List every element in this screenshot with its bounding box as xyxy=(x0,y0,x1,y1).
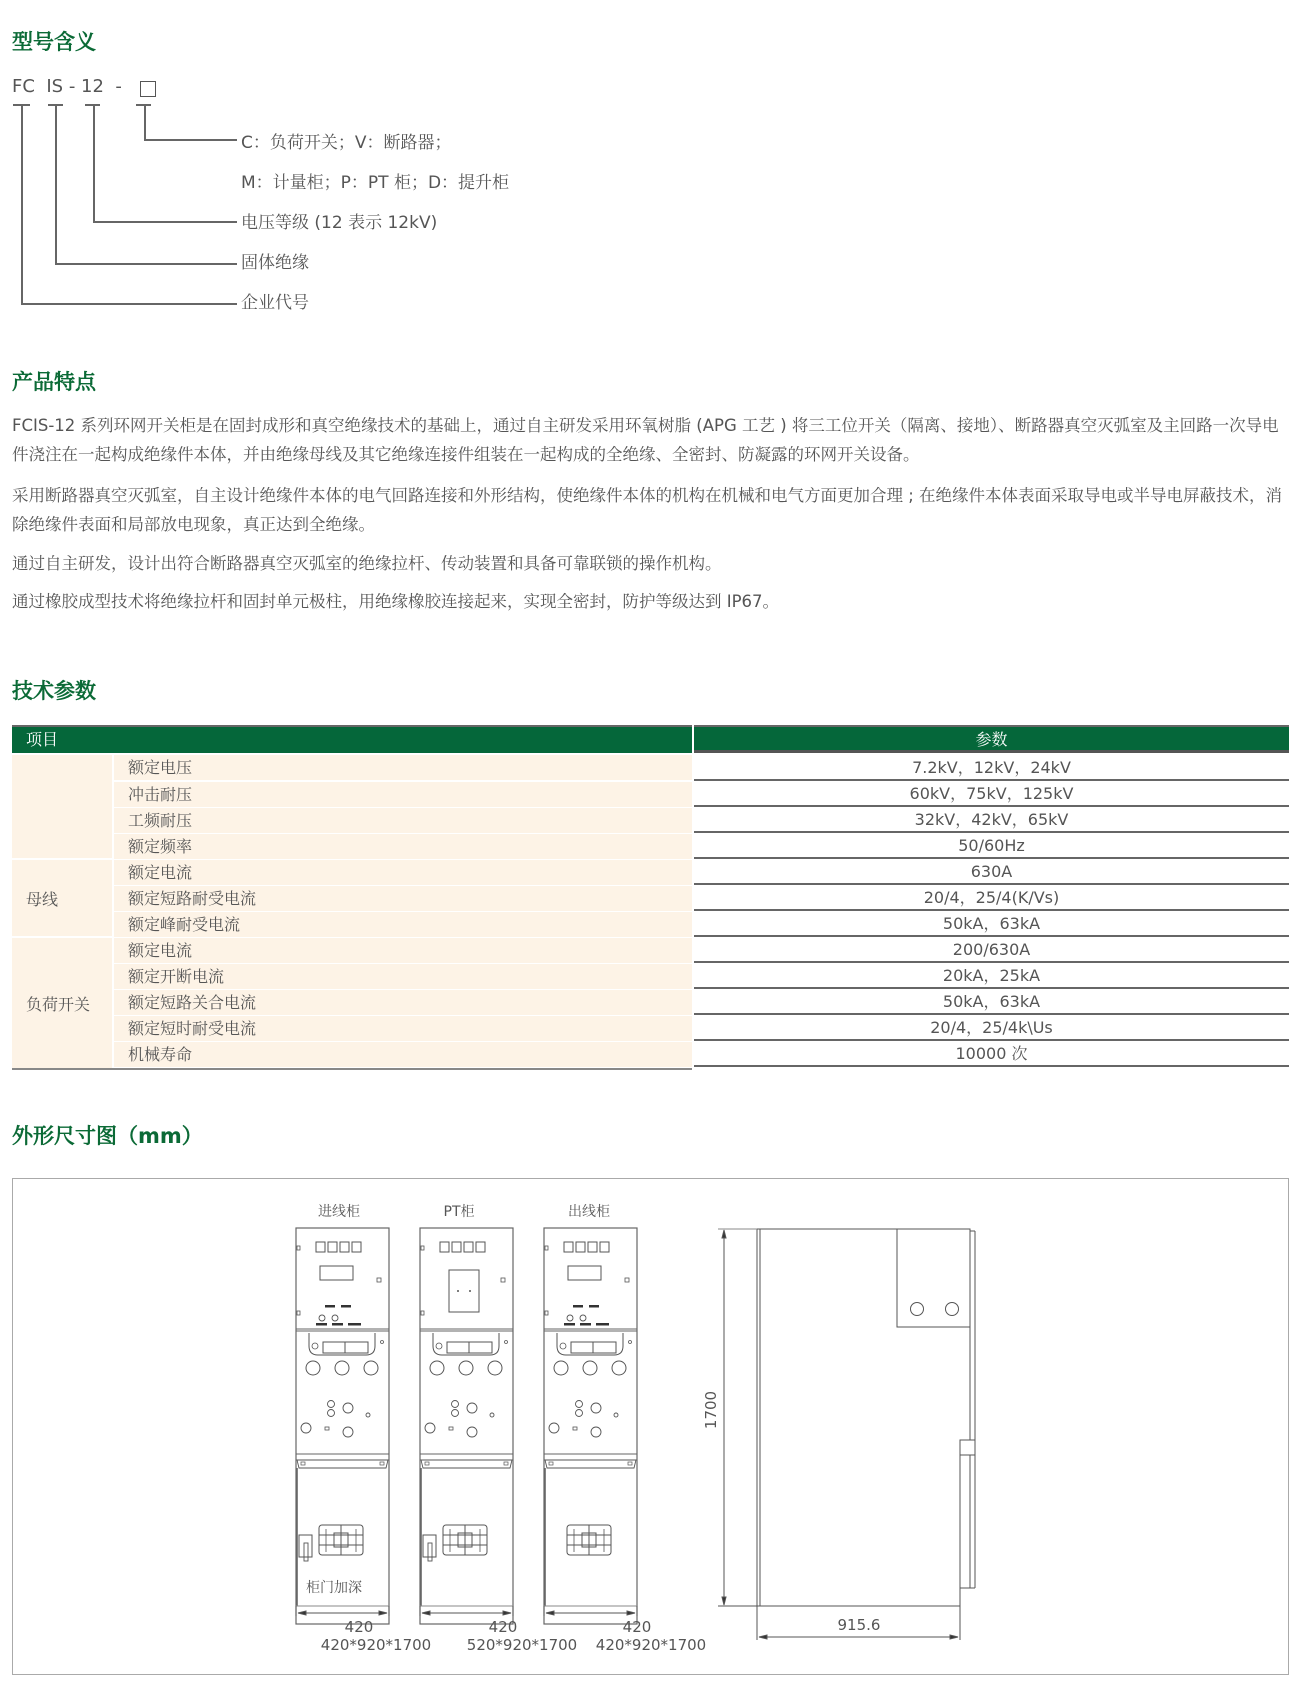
row-item: 额定短路耐受电流 xyxy=(114,886,692,911)
cabinet-width-dim: 420 xyxy=(622,1618,652,1636)
feature-paragraph: FCIS-12 系列环网开关柜是在固封成形和真空绝缘技术的基础上，通过自主研发采用环氧树脂 (APG 工艺 ) 将三工位开关（隔离、接地）、断路器真空灭弧室及主回路一次导电件浇注在一起构成绝缘件本体，并由绝缘母线及其它绝缘连接件组装在一起构成的全绝缘、全密封、防凝露的环网开关设备。 xyxy=(12,416,1279,464)
group-cell-load-switch: 负荷开关 xyxy=(12,938,112,1068)
row-value: 200/630A xyxy=(694,937,1289,963)
header-param: 参数 xyxy=(694,725,1289,753)
row-item: 额定电流 xyxy=(114,938,692,963)
section-title-dimensions: 外形尺寸图（mm） xyxy=(12,1124,203,1148)
cabinet-incoming xyxy=(296,1228,389,1624)
model-legend-type-2: M：计量柜；P：PT 柜；D：提升柜 xyxy=(241,173,510,193)
section-title-specs: 技术参数 xyxy=(12,679,96,703)
row-value: 10000 次 xyxy=(694,1041,1289,1067)
row-value: 50kA，63kA xyxy=(694,989,1289,1015)
model-legend-company: 企业代号 xyxy=(241,293,309,313)
height-dimension: 1700 xyxy=(702,1390,720,1430)
model-legend-insulation: 固体绝缘 xyxy=(241,253,309,273)
row-item: 额定电压 xyxy=(114,755,692,780)
feature-paragraph: 通过橡胶成型技术将绝缘拉杆和固封单元极柱，用绝缘橡胶连接起来，实现全密封，防护等级达到 IP67。 xyxy=(12,592,780,611)
cabinet-width-dim: 420 xyxy=(488,1618,518,1636)
row-item: 额定峰耐受电流 xyxy=(114,912,692,937)
cabinet-size: 420*920*1700 xyxy=(595,1636,707,1654)
row-value: 20/4，25/4(K/Vs) xyxy=(694,885,1289,911)
row-item: 机械寿命 xyxy=(114,1042,692,1067)
section-title-model-meaning: 型号含义 xyxy=(12,30,96,54)
cabinet-size: 520*920*1700 xyxy=(466,1636,578,1654)
row-value: 32kV，42kV，65kV xyxy=(694,807,1289,833)
cabinet-outgoing xyxy=(544,1228,637,1624)
row-value: 7.2kV，12kV，24kV xyxy=(694,755,1289,781)
feature-paragraph: 通过自主研发，设计出符合断路器真空灭弧室的绝缘拉杆、传动装置和具备可靠联锁的操作机构。 xyxy=(12,554,722,573)
row-item: 额定短时耐受电流 xyxy=(114,1016,692,1041)
cabinet-title-outgoing: 出线柜 xyxy=(568,1204,610,1220)
row-item: 额定开断电流 xyxy=(114,964,692,989)
cabinet-size: 420*920*1700 xyxy=(320,1636,432,1654)
width-dimension-lines xyxy=(296,1606,637,1616)
row-item: 额定短路关合电流 xyxy=(114,990,692,1015)
row-item: 冲击耐压 xyxy=(114,782,692,807)
cabinet-title-incoming: 进线柜 xyxy=(318,1204,360,1220)
row-value: 50/60Hz xyxy=(694,833,1289,859)
row-value: 60kV，75kV，125kV xyxy=(694,781,1289,807)
row-value: 20/4，25/4k\Us xyxy=(694,1015,1289,1041)
section-title-features: 产品特点 xyxy=(12,370,96,394)
cabinet-door-note: 柜门加深 xyxy=(306,1580,362,1596)
cabinet-title-pt: PT柜 xyxy=(443,1204,475,1220)
header-item: 项目 xyxy=(12,725,692,753)
model-legend-type: C：负荷开关；V：断路器； xyxy=(241,133,452,153)
model-code: FC IS - 12 - xyxy=(12,76,122,97)
cabinet-width-dim: 420 xyxy=(344,1618,374,1636)
cabinet-side-view xyxy=(718,1229,975,1640)
row-value: 630A xyxy=(694,859,1289,885)
group-cell-busbar: 母线 xyxy=(12,860,112,936)
row-value: 20kA，25kA xyxy=(694,963,1289,989)
depth-dimension: 915.6 xyxy=(837,1616,881,1634)
cabinet-pt xyxy=(420,1228,513,1624)
row-item: 额定频率 xyxy=(114,834,692,859)
row-item: 工频耐压 xyxy=(114,808,692,833)
row-value: 50kA，63kA xyxy=(694,911,1289,937)
model-legend-voltage: 电压等级 (12 表示 12kV) xyxy=(241,213,438,233)
feature-paragraph: 采用断路器真空灭弧室，自主设计绝缘件本体的电气回路连接和外形结构，使绝缘件本体的机构在机械和电气方面更加合理 ; 在绝缘件本体表面采取导电或半导电屏蔽技术，消除绝缘件表面和局部放电现象，真正达到全绝缘。 xyxy=(12,486,1283,534)
row-item: 额定电流 xyxy=(114,860,692,885)
